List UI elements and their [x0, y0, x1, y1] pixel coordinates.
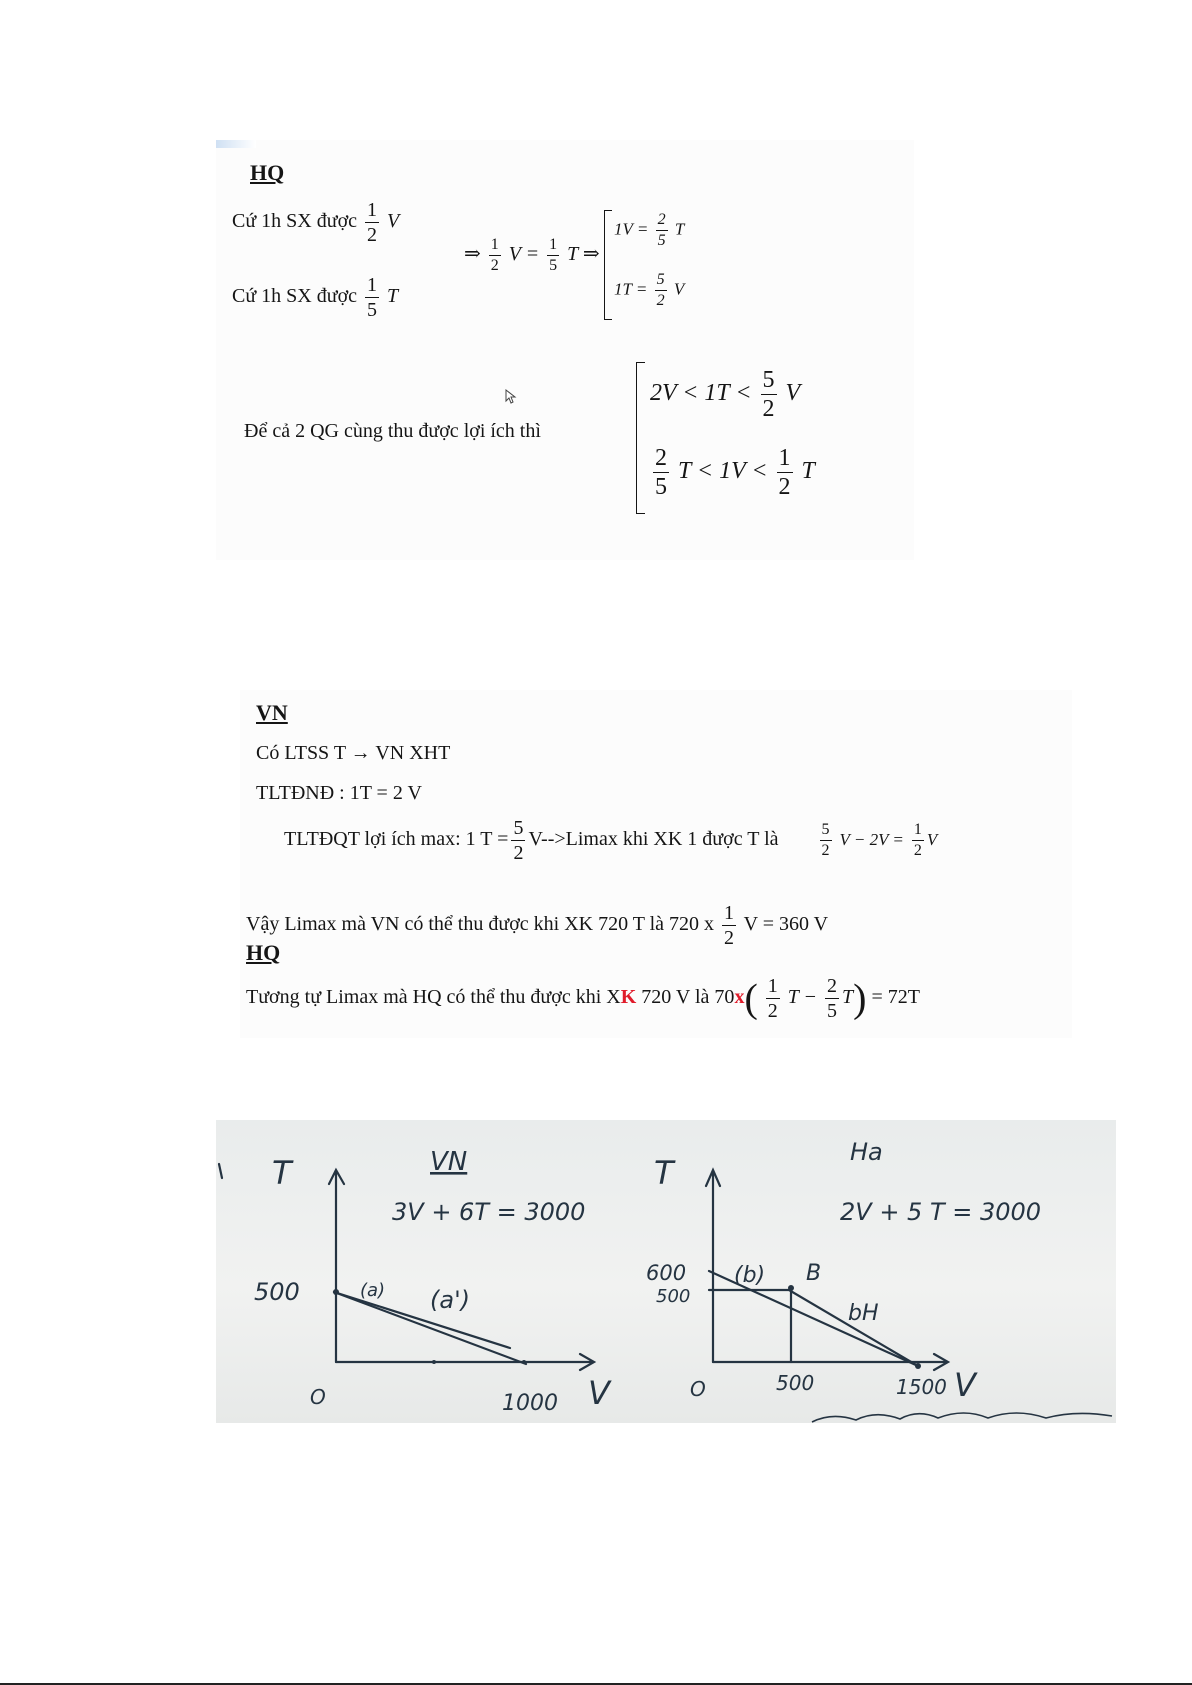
left-stray-mark: [219, 1164, 222, 1178]
whiteboard-drawing: [216, 1120, 1116, 1423]
right-x-axis-label: V: [954, 1366, 976, 1404]
right-graph-title: Ha: [850, 1138, 883, 1166]
left-y-axis: [329, 1170, 344, 1362]
panel-corner-mark: [216, 140, 256, 148]
left-y-axis-label: T: [272, 1154, 292, 1192]
left-x-axis: [336, 1354, 594, 1370]
right-graph-equation: 2V + 5 T = 3000: [840, 1198, 1042, 1226]
inequality-t-range: 2V < 1T < $\frac{5}{2}$ V: [650, 367, 801, 422]
unit-v: V: [387, 210, 400, 233]
right-y-axis: [706, 1170, 720, 1362]
right-x-tick-1500: 1500: [896, 1375, 947, 1399]
right-y-axis-label: T: [654, 1154, 674, 1192]
fraction-one-fifth: $\frac{1}{5}$: [367, 274, 378, 321]
red-correction-mark-2: x: [734, 986, 745, 1009]
left-y-tick-500: 500: [254, 1278, 300, 1306]
cases-bracket: [604, 210, 612, 320]
right-label-bh: bH: [848, 1301, 879, 1326]
right-label-B: B: [806, 1261, 822, 1286]
section-title-vn: VN: [256, 700, 288, 725]
fraction-one-half: $\frac{1}{2}$: [367, 199, 378, 246]
left-label-a: (a): [360, 1280, 386, 1301]
production-line-t-text: Cứ 1h SX được: [232, 285, 358, 308]
case-t-equals: 1T = $\frac{5}{2}$ V: [614, 271, 685, 309]
section-title-hq-2: HQ: [246, 940, 281, 965]
section-title-hq: HQ: [250, 160, 285, 185]
hq-limax-line: Tương tự Limax mà HQ có thể thu được khi XK 720 V là 70x( $\frac{1}{2}$ T − $\frac{2}{5}$ T) = 72T: [246, 975, 920, 1022]
left-origin-label: O: [310, 1385, 326, 1409]
right-trade-line-b: [709, 1290, 918, 1366]
right-y-tick-500: 500: [656, 1286, 691, 1307]
fraction-eq-left: $\frac{1}{2}$: [490, 236, 499, 274]
vn-limax-line: Vậy Limax mà VN có thể thu được khi XK 720 T là 720 x $\frac{1}{2}$ V = 360 V: [246, 902, 829, 949]
international-rate-line: TLTĐQT lợi ích max: 1 T = $\frac{5}{2}$ V-->Limax khi XK 1 được T là $\frac{5}{2}$ V − 2V = $\frac{1}{2}$ V: [284, 817, 938, 864]
right-x-tick-500: 500: [776, 1371, 815, 1395]
production-line-v: [232, 200, 399, 245]
left-graph-title: VN: [430, 1147, 468, 1177]
production-line-v-text: Cứ 1h SX được: [232, 210, 358, 233]
right-origin-label: O: [690, 1377, 706, 1401]
fraction-eq-right: $\frac{1}{5}$: [549, 236, 558, 274]
right-y-tick-600: 600: [646, 1261, 687, 1285]
equivalence-equation: ⇒ $\frac{1}{2}$ V = $\frac{1}{5}$ T ⇒: [464, 236, 600, 274]
right-label-b: (b): [734, 1263, 766, 1288]
mouse-cursor-icon: [505, 389, 517, 405]
inequality-v-range: $\frac{2}{5}$ T < 1V < $\frac{1}{2}$ T: [655, 445, 815, 500]
case-v-equals: 1V = $\frac{2}{5}$ T: [614, 211, 685, 249]
comparative-advantage-line: Có LTSS T → VN XHT: [256, 742, 451, 764]
left-x-tick-1000: 1000: [502, 1391, 558, 1416]
red-correction-mark: K: [620, 986, 637, 1009]
benefit-condition-text: Để cả 2 QG cùng thu được lợi ích thì: [244, 420, 541, 442]
left-x-axis-label: V: [588, 1374, 610, 1412]
implies-sign: ⇒: [464, 243, 481, 266]
unit-t: T: [387, 285, 399, 308]
production-line-t: [232, 275, 398, 320]
whiteboard-photo: [216, 1120, 1116, 1423]
left-label-a-prime: (a'): [430, 1286, 471, 1314]
cropped-scribble: [812, 1413, 1112, 1422]
domestic-exchange-rate-line: TLTĐNĐ : 1T = 2 V: [256, 782, 422, 804]
left-graph-equation: 3V + 6T = 3000: [392, 1198, 586, 1226]
inequality-bracket: [636, 362, 645, 514]
